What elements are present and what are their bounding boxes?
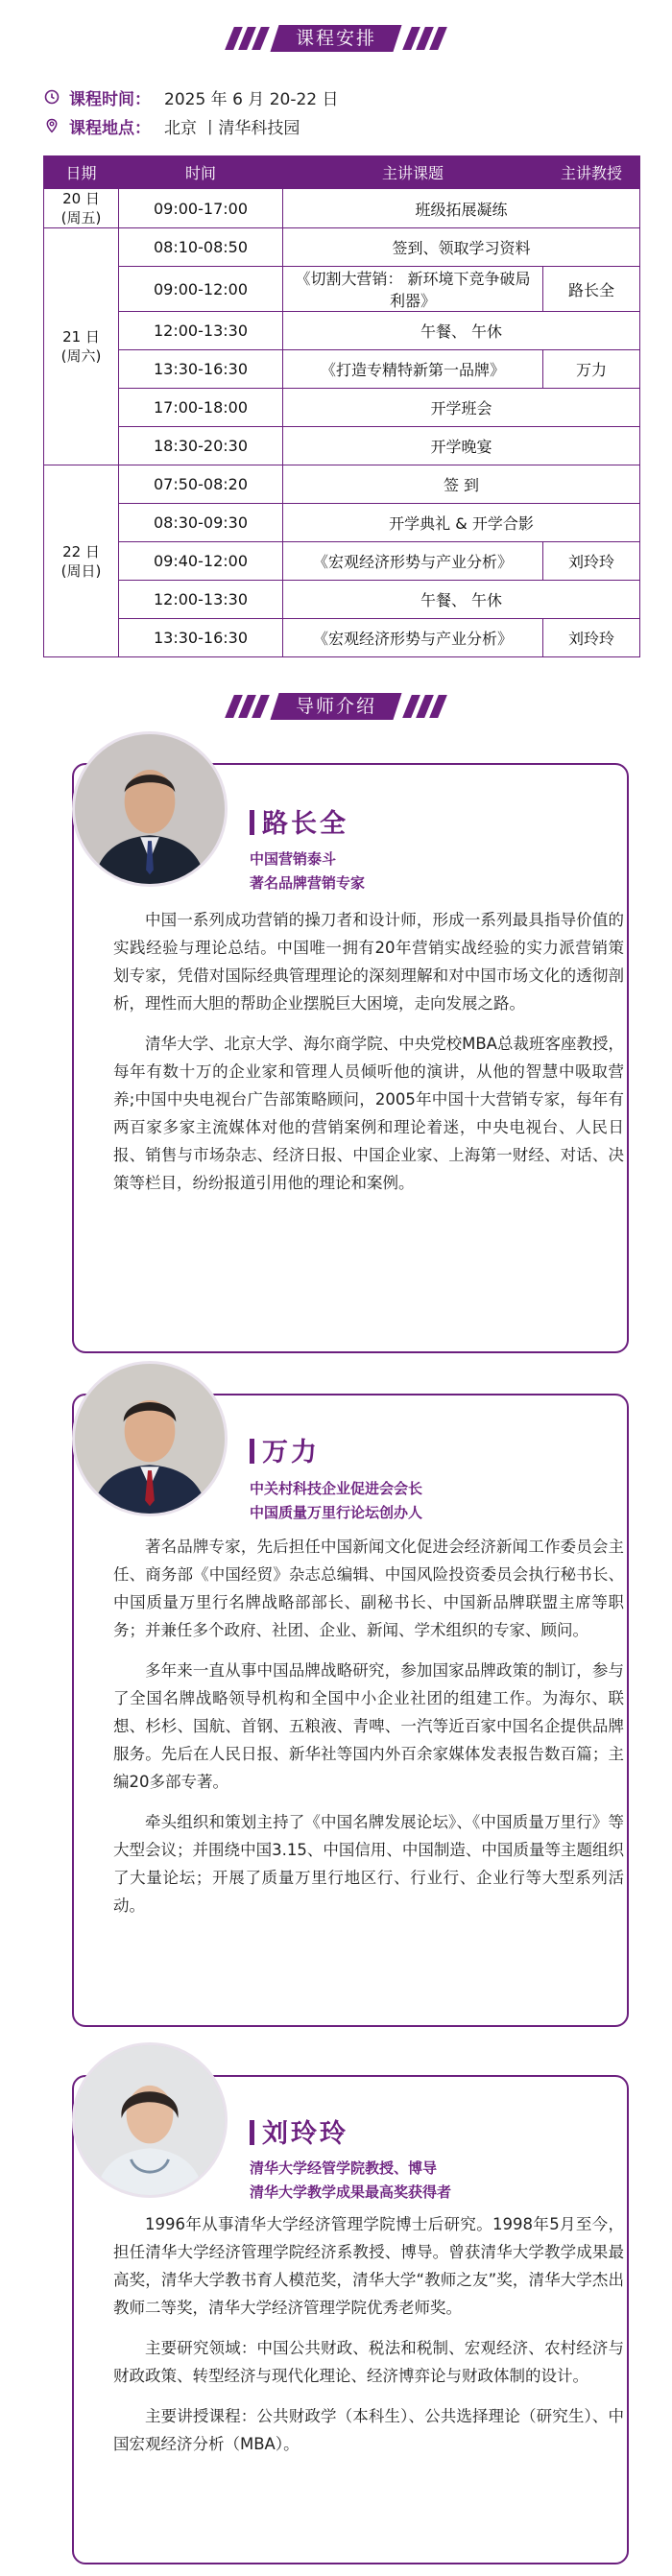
col-topic: 主讲课题 [283, 156, 543, 189]
prof-cell: 刘玲玲 [543, 542, 640, 581]
table-row [44, 619, 640, 657]
course-time-value: 2025 年 6 月 20-22 日 [164, 89, 339, 109]
mentor-title-line: 清华大学经管学院教授、博导 [250, 2159, 438, 2177]
time-cell: 13:30-16:30 [119, 350, 283, 389]
course-section-header [0, 19, 672, 58]
schedule-table [43, 155, 640, 657]
mentor-title-line: 中关村科技企业促进会会长 [250, 1480, 423, 1497]
time-cell: 09:00-12:00 [119, 267, 283, 312]
time-cell: 12:00-13:30 [119, 581, 283, 619]
topic-cell: 午餐、 午休 [283, 312, 640, 350]
mentor-bio [113, 906, 624, 1209]
topic-cell: 签 到 [283, 465, 640, 504]
table-row [44, 465, 640, 504]
mentor-photo-wan [72, 1361, 228, 1516]
table-row [44, 267, 640, 312]
time-cell: 09:40-12:00 [119, 542, 283, 581]
date-day: 21 日 [62, 328, 100, 346]
mentor-titles [250, 2157, 451, 2205]
date-weekday: (周六) [60, 347, 102, 365]
location-icon [44, 118, 60, 133]
time-cell: 09:00-17:00 [119, 189, 283, 228]
mentor-bio [113, 2210, 624, 2470]
mentor-name: 刘玲玲 [250, 2112, 348, 2150]
bio-paragraph: 多年来一直从事中国品牌战略研究，参加国家品牌政策的制订，参与了全国名牌战略领导机构和全国中小企业社团的组建工作。为海尔、联想、杉杉、国航、首钢、五粮液、青啤、一汽等近百家中国名企提供品牌服务。先后在人民日报、新华社等国内外百余家媒体发表报告数百篇；主编20多部专著。 [113, 1661, 624, 1791]
date-cell-20 [44, 189, 119, 228]
prof-cell: 刘玲玲 [543, 619, 640, 657]
time-cell: 13:30-16:30 [119, 619, 283, 657]
date-weekday: (周日) [60, 561, 102, 580]
mentor-bio [113, 1533, 624, 1932]
course-section-title: 课程安排 [270, 25, 401, 52]
bio-paragraph: 主要研究领域：中国公共财政、税法和税制、宏观经济、农村经济与财政政策、转型经济与现代化理论、经济博弈论与财政体制的设计。 [113, 2339, 624, 2385]
col-date: 日期 [44, 156, 119, 189]
bio-paragraph: 主要讲授课程：公共财政学（本科生）、公共选择理论（研究生）、中国宏观经济分析（MBA）。 [113, 2407, 624, 2453]
mentor-title-line: 中国营销泰斗 [250, 850, 337, 868]
mentor-titles [250, 1477, 422, 1525]
table-row [44, 581, 640, 619]
topic-cell: 《宏观经济形势与产业分析》 [283, 619, 543, 657]
mentor-section-title: 导师介绍 [270, 693, 401, 720]
table-row [44, 504, 640, 542]
topic-cell: 开学班会 [283, 389, 640, 427]
table-row [44, 228, 640, 267]
mentor-name: 万力 [250, 1431, 320, 1468]
time-cell: 17:00-18:00 [119, 389, 283, 427]
decor-slashes-left [229, 695, 265, 718]
course-time-row [44, 84, 339, 109]
mentor-title-line: 著名品牌营销专家 [250, 874, 366, 892]
table-row [44, 189, 640, 228]
decor-slashes-left [229, 27, 265, 50]
time-cell: 08:30-09:30 [119, 504, 283, 542]
time-cell: 08:10-08:50 [119, 228, 283, 267]
clock-icon [44, 89, 60, 105]
topic-cell: 《切割大营销： 新环境下竞争破局利器》 [283, 267, 543, 312]
topic-cell: 《宏观经济形势与产业分析》 [283, 542, 543, 581]
topic-cell: 班级拓展凝练 [283, 189, 640, 228]
bio-paragraph: 清华大学、北京大学、海尔商学院、中央党校MBA总裁班客座教授，每年有数十万的企业家和管理人员倾听他的演讲，从他的智慧中吸取营养;中国中央电视台广告部策略顾问，2005年中国十大营销专家，每年有两百家多家主流媒体对他的营销案例和理论着迷，中央电视台、人民日报、销售与市场杂志、经济日报、中国企业家、上海第一财经、对话、决策等栏目，纷纷报道引用他的理论和案例。 [113, 1035, 624, 1192]
table-row [44, 389, 640, 427]
date-day: 20 日 [62, 190, 100, 207]
prof-cell: 路长全 [543, 267, 640, 312]
mentor-name: 路长全 [250, 802, 348, 840]
col-prof: 主讲教授 [543, 156, 640, 189]
date-cell-22 [44, 465, 119, 657]
topic-cell: 《打造专精特新第一品牌》 [283, 350, 543, 389]
course-time-label: 课程时间： [69, 89, 151, 109]
bio-paragraph: 牵头组织和策划主持了《中国名牌发展论坛》、《中国质量万里行》等大型会议；并围绕中国3.15、中国信用、中国制造、中国质量等主题组织了大量论坛；开展了质量万里行地区行、行业行、企业行等大型系列活动。 [113, 1813, 624, 1915]
course-place-row [44, 113, 300, 138]
topic-cell: 开学晚宴 [283, 427, 640, 465]
topic-cell: 开学典礼 & 开学合影 [283, 504, 640, 542]
topic-cell: 午餐、 午休 [283, 581, 640, 619]
time-cell: 18:30-20:30 [119, 427, 283, 465]
decor-slashes-right [407, 27, 443, 50]
bio-paragraph: 1996年从事清华大学经济管理学院博士后研究。1998年5月至今，担任清华大学经济管理学院经济系教授、博导。曾获清华大学教学成果最高奖，清华大学教书育人模范奖，清华大学“教师之友”奖，清华大学杰出教师二等奖，清华大学经济管理学院优秀老师奖。 [113, 2215, 624, 2317]
schedule-header-row [44, 156, 640, 189]
prof-cell: 万力 [543, 350, 640, 389]
table-row [44, 312, 640, 350]
date-weekday: (周五) [60, 209, 102, 227]
mentor-section-header [0, 687, 672, 726]
decor-slashes-right [407, 695, 443, 718]
mentor-photo-lu [72, 731, 228, 887]
col-time: 时间 [119, 156, 283, 189]
mentor-title-line: 清华大学教学成果最高奖获得者 [250, 2183, 452, 2201]
time-cell: 12:00-13:30 [119, 312, 283, 350]
mentor-titles [250, 847, 365, 895]
bio-paragraph: 著名品牌专家，先后担任中国新闻文化促进会经济新闻工作委员会主任、商务部《中国经贸》杂志总编辑、中国风险投资委员会执行秘书长、中国质量万里行名牌战略部部长、副秘书长、中国新品牌联盟主席等职务；并兼任多个政府、社团、企业、新闻、学术组织的专家、顾问。 [113, 1538, 624, 1639]
bio-paragraph: 中国一系列成功营销的操刀者和设计师，形成一系列最具指导价值的实践经验与理论总结。中国唯一拥有20年营销实战经验的实力派营销策划专家，凭借对国际经典管理理论的深刻理解和对中国市场文化的透彻剖析，理性而大胆的帮助企业摆脱巨大困境，走向发展之路。 [113, 911, 624, 1013]
date-day: 22 日 [62, 542, 100, 561]
table-row [44, 542, 640, 581]
table-row [44, 427, 640, 465]
time-cell: 07:50-08:20 [119, 465, 283, 504]
mentor-photo-liu [72, 2042, 228, 2198]
topic-cell: 签到、领取学习资料 [283, 228, 640, 267]
date-cell-21 [44, 228, 119, 465]
mentor-title-line: 中国质量万里行论坛创办人 [250, 1504, 423, 1521]
course-place-label: 课程地点： [69, 118, 151, 138]
table-row [44, 350, 640, 389]
course-place-value: 北京 丨清华科技园 [164, 118, 300, 138]
